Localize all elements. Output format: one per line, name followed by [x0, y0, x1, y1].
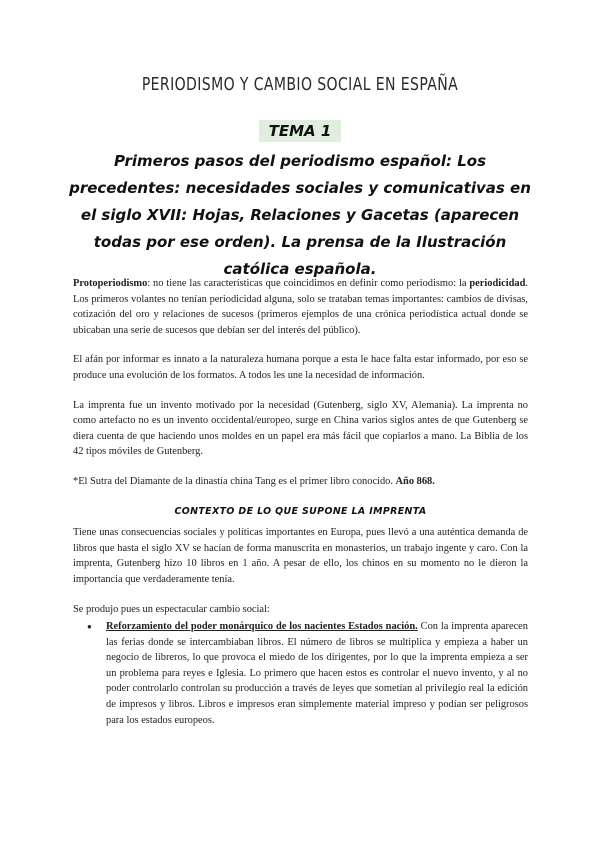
tema-container	[0, 120, 600, 142]
section-heading: CONTEXTO DE LO QUE SUPONE LA IMPRENTA	[174, 505, 427, 517]
paragraph-text: *El Sutra del Diamante de la dinastía china Tang es el primer libro conocido.	[73, 475, 396, 487]
term-periodicidad: periodicidad	[469, 278, 526, 289]
paragraph-cambio-social: Se produjo pues un espectacular cambio social:	[73, 603, 270, 615]
paragraph-text: : no tiene las características que coincidimos en definir como periodismo: la	[147, 278, 470, 289]
term-protoperiodismo: Protoperiodismo	[73, 278, 148, 289]
bullet-title: Reforzamiento del poder monárquico de los nacientes Estados nación.	[106, 621, 418, 633]
document-subtitle: Primeros pasos del periodismo español: Los precedentes: necesidades sociales y comunicativas en el siglo XVII: Hojas, Relaciones y Gacetas (aparecen todas por ese orden). La prensa de la Ilustración católica española.	[69, 152, 531, 278]
tema-label: TEMA 1	[259, 120, 342, 142]
paragraph-text: . Los primeros volantes no tenían periodicidad alguna, solo se trataban temas importantes: cambios de divisas, cotización del oro y relaciones de sucesos (primeros ejemplos de una crónica periodística actual donde se ubicaban una serie de sucesos que debían ser del interés del público).	[73, 278, 528, 336]
list-item	[106, 619, 528, 728]
document-body	[73, 276, 528, 728]
paragraph-imprenta: La imprenta fue un invento motivado por la necesidad (Gutenberg, siglo XV, Alemania). La imprenta no como artefacto no es un invento occidental/europeo, surge en China varios siglos antes de que Gutenberg se diera cuenta de que haciendo unos moldes en un papel era más fácil que copiarlos a mano. La Biblia de los 42 tipos móviles de Gutenberg.	[73, 399, 528, 458]
paragraph-protoperiodismo	[73, 276, 528, 338]
paragraph-sutra	[73, 474, 528, 490]
paragraph-informar: El afán por informar es innato a la naturaleza humana porque a esta le hace falta estar informado, por eso se produce una evolución de los formatos. A todos les une la necesidad de información.	[73, 354, 528, 381]
year-868: Año 868.	[395, 475, 435, 487]
bullet-text: Con la imprenta aparecen las ferias donde se intercambiaban libros. El número de libros se multiplica y empieza a haber un negocio de libreros, lo que provoca el miedo de los dirigentes, por lo que la imprenta empieza a ser un problema para reyes e Iglesia. Lo primero que hacen estos es controlar el nuevo invento, y al no poder controlarlo controlan su producción a través de leyes que sometían al privilegio real la edición de impresos y libros. Libros e impresos eran simplemente material impreso y podían ser peligrosos para los estados europeos.	[106, 621, 528, 726]
paragraph-consecuencias: Tiene unas consecuencias sociales y políticas importantes en Europa, pues llevó a una auténtica demanda de libros que hasta el siglo XV se hacían de forma manuscrita en monasterios, un trabajo ingente y caro. Con la imprenta, Gutenberg hizo 10 libros en 1 año. A pesar de ello, los chinos en su momento no le dieron la importancia que verdaderamente tenía.	[73, 527, 528, 585]
document-title: PERIODISMO Y CAMBIO SOCIAL EN ESPAÑA	[141, 74, 459, 95]
bullet-list	[73, 619, 528, 728]
